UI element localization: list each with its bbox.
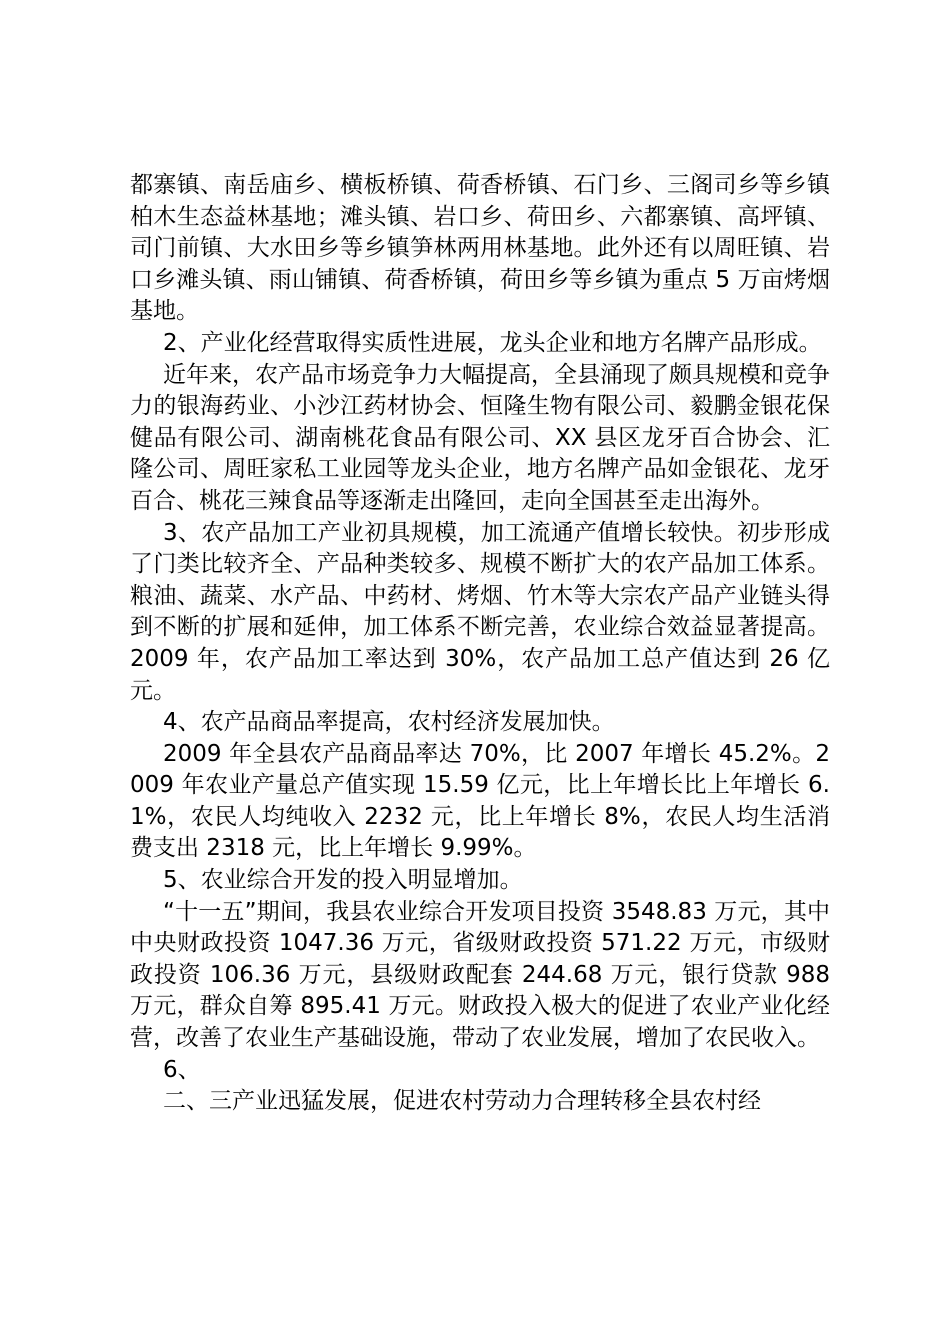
paragraph-heading-commodity-rate: 4、农产品商品率提高，农村经济发展加快。 (163, 709, 615, 736)
paragraph-secondary-tertiary: 二、三产业迅猛发展，促进农村劳动力合理转移全县农村经 (163, 1088, 761, 1115)
paragraph-leading-enterprises: 近年来，农产品市场竞争力大幅提高，全县涌现了颇具规模和竞争力的银海药业、小沙江药材协会、恒隆生物有限公司、毅鹏金银花保健品有限公司、湖南桃花食品有限公司、XX 县区龙牙百合协会、汇隆公司、周旺家私工业园等龙头企业，地方名牌产品如金银花、龙牙百合、桃花三辣食品等逐渐走出隆回，走向全国甚至走出海外。 (130, 361, 830, 514)
document-body (130, 170, 830, 1118)
paragraph-heading-six: 6、 (163, 1056, 201, 1083)
paragraph-commodity-statistics: 2009 年全县农产品商品率达 70%，比 2007 年增长 45.2%。2009 年农业产量总产值实现 15.59 亿元，比上年增长比上年增长 6.1%，农民人均纯收入 2232 元，比上年增长 8%，农民人均生活消费支出 2318 元，比上年增长 9.99%。 (130, 740, 830, 862)
paragraph-forest-bases: 都寨镇、南岳庙乡、横板桥镇、荷香桥镇、石门乡、三阁司乡等乡镇柏木生态益林基地；滩头镇、岩口乡、荷田乡、六都寨镇、高坪镇、司门前镇、大水田乡等乡镇笋林两用林基地。此外还有以周旺镇、岩口乡滩头镇、雨山铺镇、荷香桥镇，荷田乡等乡镇为重点 5 万亩烤烟基地。 (130, 172, 830, 325)
paragraph-heading-investment: 5、农业综合开发的投入明显增加。 (163, 867, 523, 894)
paragraph-processing-industry: 3、农产品加工产业初具规模，加工流通产值增长较快。初步形成了门类比较齐全、产品种类较多、规模不断扩大的农产品加工体系。粮油、蔬菜、水产品、中药材、烤烟、竹木等大宗农产品产业链头得到不断的扩展和延伸，加工体系不断完善，农业综合效益显著提高。2009 年，农产品加工率达到 30%，农产品加工总产值达到 26 亿元。 (130, 519, 830, 704)
paragraph-heading-industrialization: 2、产业化经营取得实质性进展，龙头企业和地方名牌产品形成。 (163, 329, 822, 356)
paragraph-investment-details: “十一五”期间，我县农业综合开发项目投资 3548.83 万元，其中中央财政投资 1047.36 万元，省级财政投资 571.22 万元，市级财政投资 106.36 万元，县级财政配套 244.68 万元，银行贷款 988 万元，群众自筹 895.41 万元。财政投入极大的促进了农业产业化经营，改善了农业生产基础设施，带动了农业发展，增加了农民收入。 (130, 898, 830, 1052)
